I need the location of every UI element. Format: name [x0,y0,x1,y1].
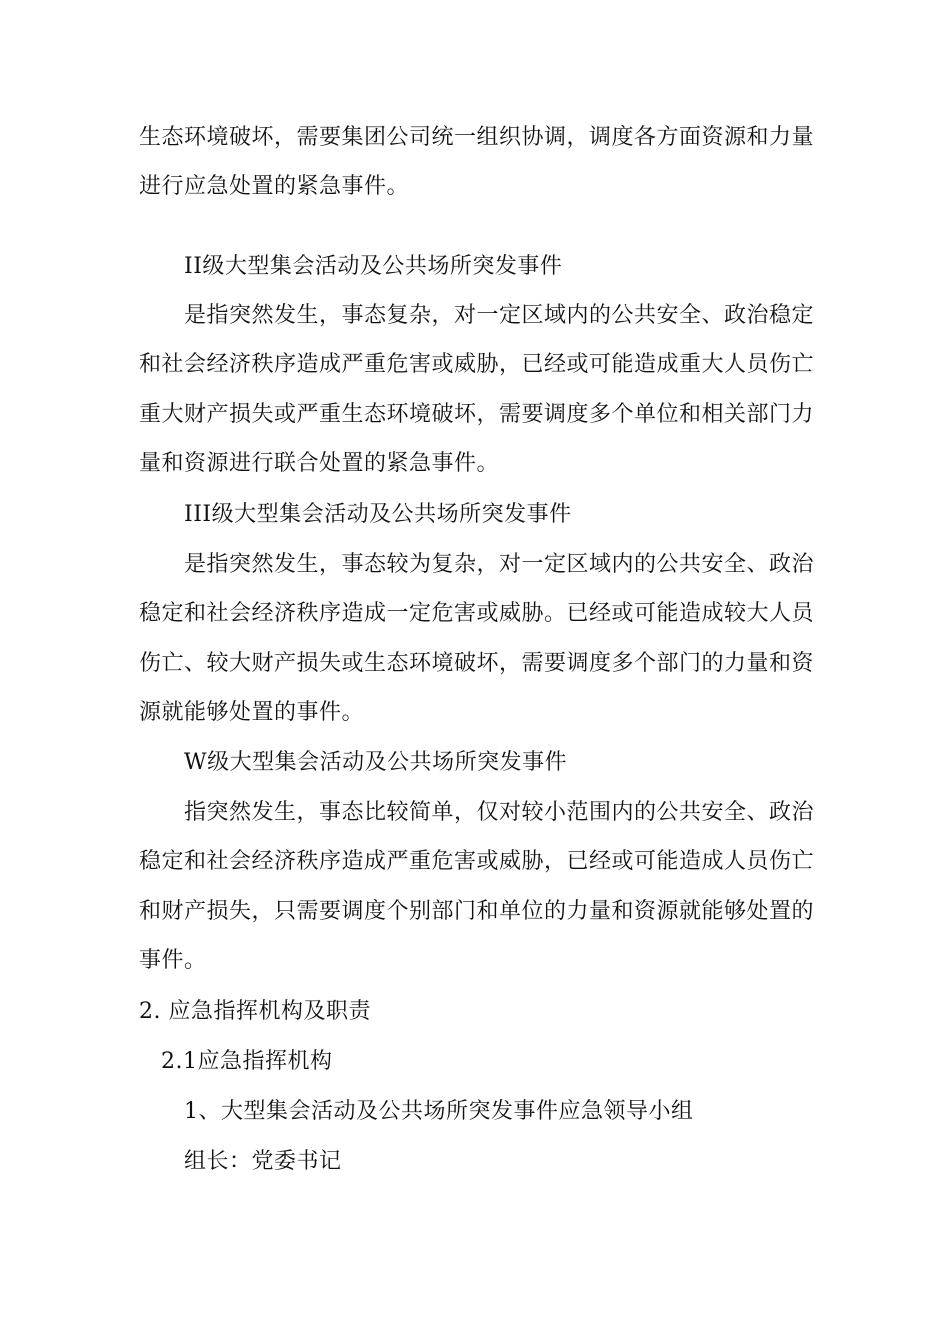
paragraph-line: 进行应急处置的紧急事件。 [139,174,410,199]
paragraph-line: 伤亡、较大财产损失或生态环境破坏，需要调度多个部门的力量和资 [139,651,815,676]
subsection-heading: 2.1应急指挥机构 [161,1049,333,1074]
paragraph-line: 和社会经济秩序造成严重危害或威胁，已经或可能造成重大人员伤亡 [139,352,815,377]
paragraph-line: 稳定和社会经济秩序造成严重危害或威胁，已经或可能造成人员伤亡 [139,849,815,874]
paragraph-line: 量和资源进行联合处置的紧急事件。 [139,451,500,476]
section-heading: 2. 应急指挥机构及职责 [139,999,371,1024]
list-item: 1、大型集会活动及公共场所突发事件应急领导小组 [184,1099,694,1124]
paragraph-line: 是指突然发生，事态较为复杂，对一定区域内的公共安全、政治 [184,552,815,577]
list-item: 组长：党委书记 [184,1149,342,1174]
paragraph-line: 重大财产损失或严重生态环境破坏，需要调度多个单位和相关部门力 [139,402,815,427]
paragraph-line: 和财产损失，只需要调度个别部门和单位的力量和资源就能够处置的 [139,899,815,924]
paragraph-line: 源就能够处置的事件。 [139,700,365,725]
paragraph-line: 事件。 [139,948,207,973]
paragraph-line: 稳定和社会经济秩序造成一定危害或威胁。已经或可能造成较大人员 [139,601,815,626]
level-heading-iii: III级大型集会活动及公共场所突发事件 [184,502,572,527]
paragraph-line: 是指突然发生，事态复杂，对一定区域内的公共安全、政治稳定 [184,303,815,328]
paragraph-line: 生态环境破坏，需要集团公司统一组织协调，调度各方面资源和力量 [139,125,815,150]
level-heading-iv: W级大型集会活动及公共场所突发事件 [184,750,568,775]
paragraph-line: 指突然发生，事态比较简单，仅对较小范围内的公共安全、政治 [184,800,815,825]
level-heading-ii: II级大型集会活动及公共场所突发事件 [184,254,563,279]
